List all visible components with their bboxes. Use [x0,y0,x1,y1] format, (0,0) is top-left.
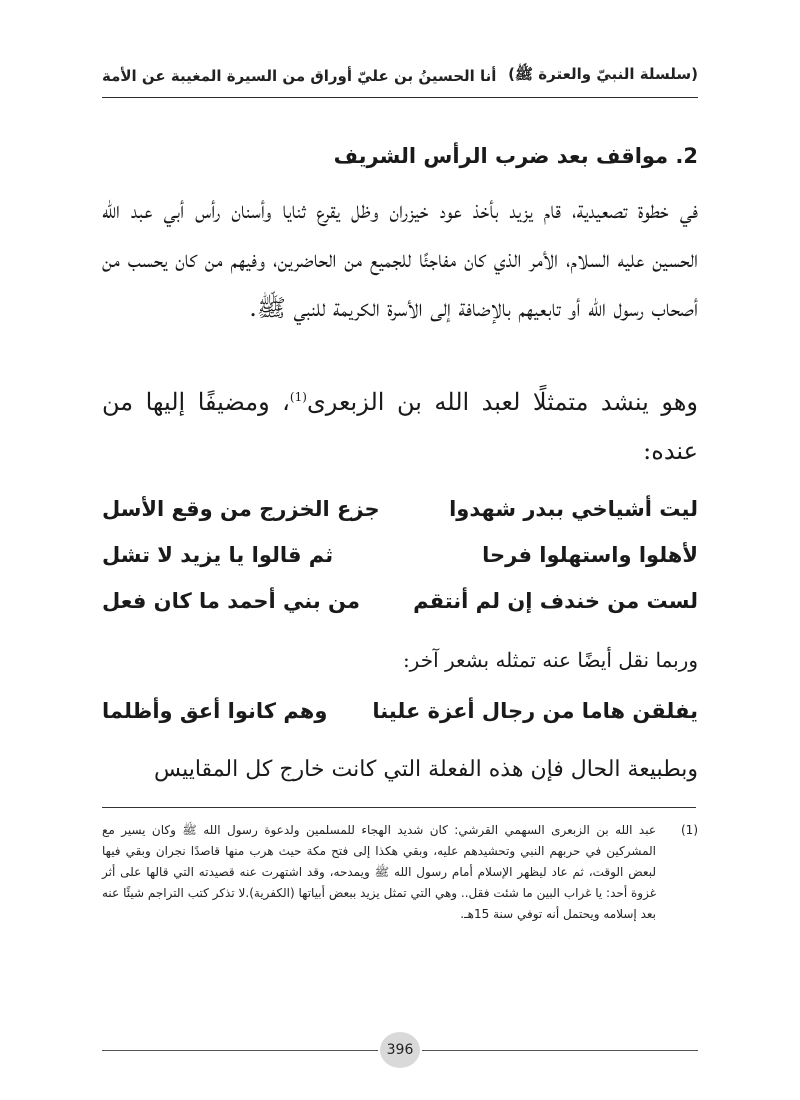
verse-line [102,486,698,532]
verse-second-hemistich: وهم كانوا أعق وأظلما [102,699,328,723]
verse-second-hemistich: ثم قالوا يا يزيد لا تشل [102,543,334,567]
page-number-rule-left [102,1050,378,1051]
verse-line [102,578,698,624]
footnote-number: (1) [680,823,698,837]
paragraph-2 [102,378,698,476]
poem-block-2 [102,688,698,734]
header-divider [102,97,698,98]
verse-second-hemistich: جزع الخزرج من وقع الأسل [102,497,380,521]
verse-line [102,688,698,734]
paragraph-1: في خطوة تصعيدية، قام يزيد بأخذ عود خيزران وظل يقرع ثنايا وأسنان رأس أبي عبد الله الحسين عليه السلام، الأمر الذي كان مفاجئًا للجميع من الحاضرين، وفيهم من كان يحسب من أصحاب رسول الله أو تابعيهم بالإضافة إلى الأسرة الكريمة للنبي ﷺ. [102,196,698,322]
footnote-text: عبد الله بن الزبعرى السهمي القرشي: كان شديد الهجاء للمسلمين ولدعوة رسول الله ﷺ وكان يسير مع المشركين في حربهم النبي وتحشيدهم عليه، وبقي هكذا إلى فتح مكة حيث هرب منها قاصدًا نجران وبقي فيها لبعض الوقت، ثم عاد ليظهر الإسلام أمام رسول الله ﷺ ويمدحه، وقد اشتهرت عنه قصيدته التي قالها على أثر غزوة أحد: يا غراب البين ما شئت فقل.. وهي التي تمثل يزيد ببعض أبياتها (الكفرية).لا تذكر كتب التراجم شيئًا عنه بعد إسلامه ويحتمل أنه توفي سنة 15هـ. [102,823,656,921]
verse-first-hemistich: يفلقن هاما من رجال أعزة علينا [372,699,698,723]
poem-block-1 [102,486,698,624]
book-title: أنا الحسينُ بن عليّ أوراق من السيرة المغيبة عن الأمة [102,67,497,85]
verse-second-hemistich: من بني أحمد ما كان فعل [102,589,360,613]
section-heading: 2. مواقف بعد ضرب الرأس الشريف [333,144,698,168]
verse-first-hemistich: لأهلوا واستهلوا فرحا [482,543,698,567]
poem-intro: وربما نقل أيضًا عنه تمثله بشعر آخر: [402,648,698,672]
footnote [102,820,698,925]
footnote-divider [102,807,696,808]
paragraph-3: وبطبيعة الحال فإن هذه الفعلة التي كانت خارج كل المقاييس [154,757,698,782]
page-number: 396 [380,1032,420,1068]
verse-first-hemistich: ليت أشياخي ببدر شهدوا [449,497,698,521]
verse-first-hemistich: لست من خندف إن لم أنتقم [413,589,698,613]
page-number-rule-right [422,1050,698,1051]
footnote-reference[interactable]: (1) [289,390,307,404]
paragraph-2-end: ، ومضيفًا إليها من عنده: [102,388,698,465]
running-header [102,58,698,94]
paragraph-2-start: وهو ينشد متمثلًا لعبد الله بن الزبعرى [306,388,698,416]
series-title: (سلسلة النبيّ والعترة ﷺ) [508,65,698,83]
verse-line [102,532,698,578]
